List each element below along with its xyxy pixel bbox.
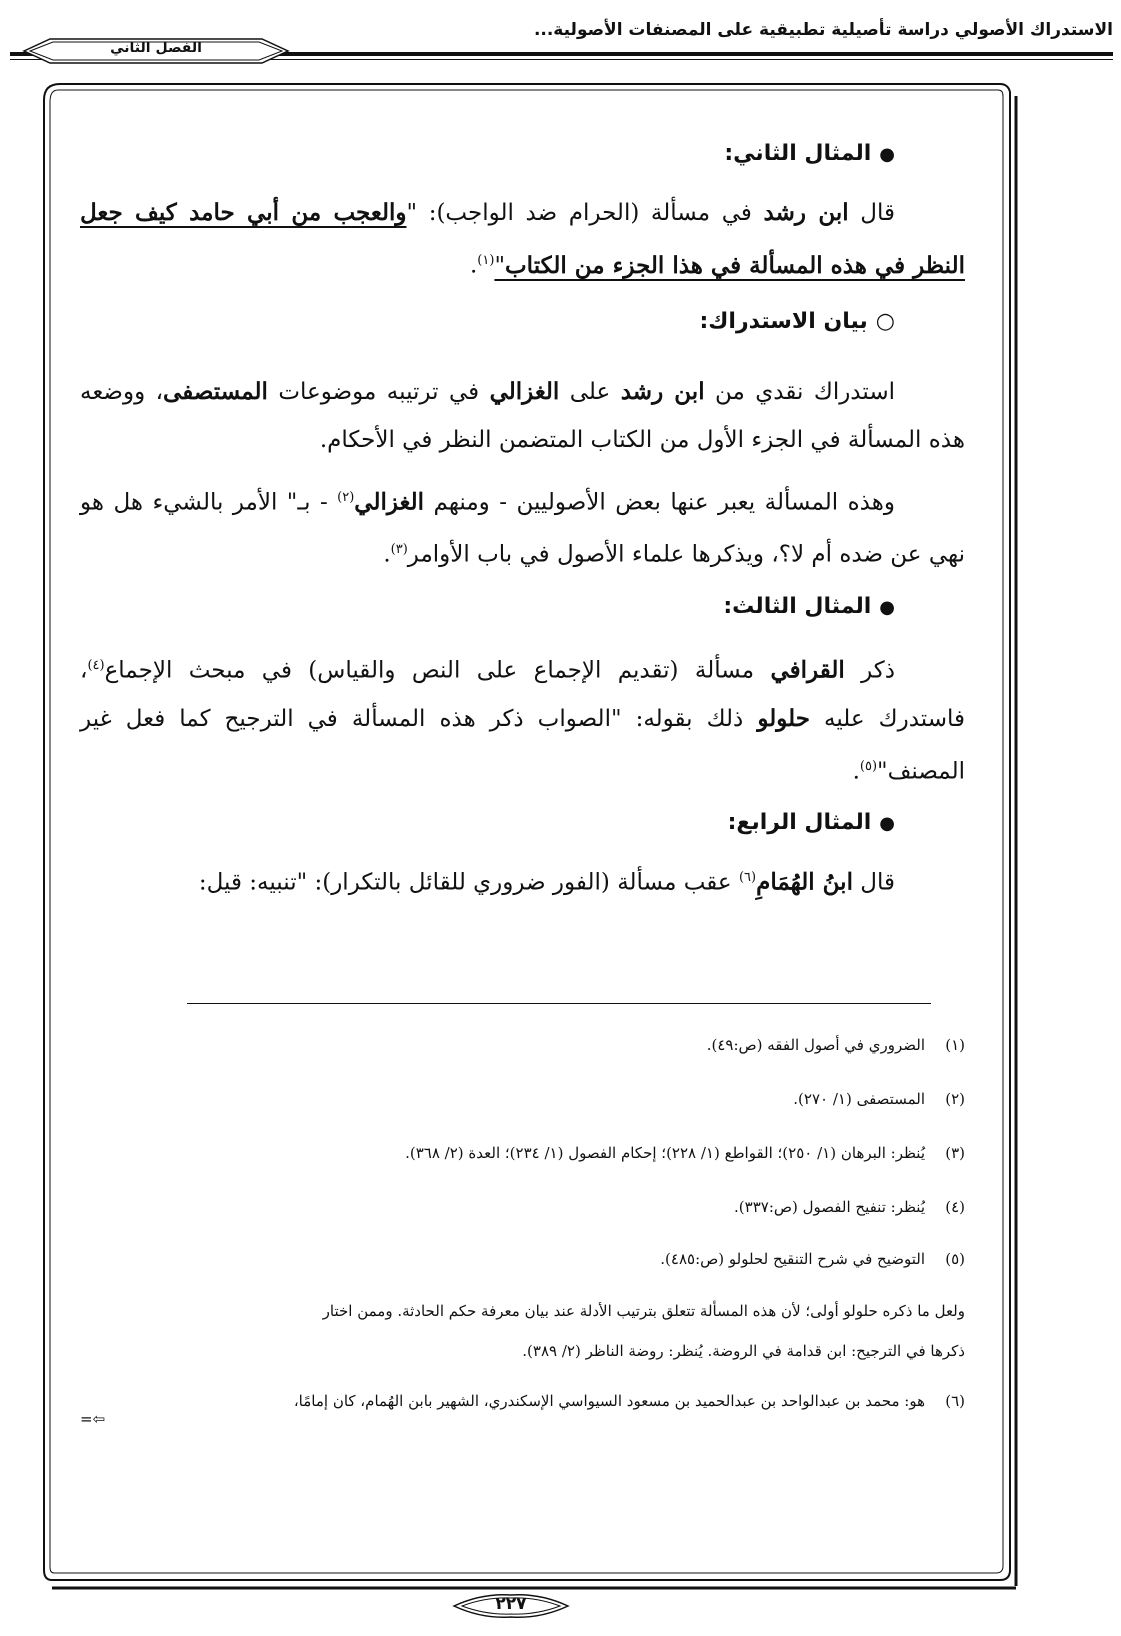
footnote-item: (٦)هو: محمد بن عبدالواحد بن عبدالحميد بن مسعود السيواسي الإسكندري، الشهير بابن الهُمام، كان إمامًا، <box>293 1392 965 1410</box>
bayan-paragraph-1: استدراك نقدي من ابن رشد على الغزالي في ترتيبه موضوعات المستصفى، ووضعه هذه المسألة في الجزء الأول من الكتاب المتضمن النظر في الأحكام. <box>80 377 965 453</box>
bayan-heading: ○بيان الاستدراك: <box>699 308 895 334</box>
footnote-ref: (١) <box>477 253 495 268</box>
bullet-dot-icon: ● <box>879 596 895 618</box>
footnote-ref: (٢) <box>337 489 355 505</box>
page-number: ٢٢٧ <box>495 1594 527 1614</box>
circle-bullet-icon: ○ <box>875 308 895 334</box>
example-3-heading: ●المثال الثالث: <box>723 593 895 619</box>
example-2-heading: ●المثال الثاني: <box>724 141 895 166</box>
footnote-item: (١)الضروري في أصول الفقه (ص:٤٩). <box>706 1036 965 1054</box>
page-number-badge <box>452 1592 570 1620</box>
footnote-ref: (٣) <box>390 542 408 558</box>
footnote-item: (٢)المستصفى (١/ ٢٧٠). <box>793 1090 965 1108</box>
footnote-item: (٣)يُنظر: البرهان (١/ ٢٥٠)؛ القواطع (١/ ٢٢٨)؛ إحكام الفصول (١/ ٢٣٤)؛ العدة (٢/ ٣٦٨). <box>405 1144 965 1162</box>
footnote-continuation: ذكرها في الترجيح: ابن قدامة في الروضة. يُنظر: روضة الناظر (٢/ ٣٨٩). <box>522 1342 965 1360</box>
footnote-ref: (٤) <box>87 657 105 673</box>
main-text <box>80 130 965 907</box>
footnote-ref: (٥) <box>859 758 878 774</box>
footnote-separator <box>187 1003 931 1004</box>
bayan-paragraph-2: وهذه المسألة يعبر عنها بعض الأصوليين - ومنهم الغزالي$^{(٢)}$ - بـ" الأمر بالشيء هل هو نهي عن ضده أم لا؟، ويذكرها علماء الأصول في باب الأوامر$^{(٣)}$. <box>80 488 965 568</box>
example-3-paragraph: ذكر القرافي مسألة (تقديم الإجماع على النص والقياس) في مبحث الإجماع$^{(٤)}$، فاستدرك عليه حلولو ذلك بقوله: "الصواب ذكر هذه المسألة في الترجيح كما فعل غير المصنف"$^{(٥)}$. <box>80 656 965 785</box>
bullet-dot-icon: ● <box>879 144 895 165</box>
example-2-paragraph: قال ابن رشد في مسألة (الحرام ضد الواجب): "والعجب من أبي حامد كيف جعل النظر في هذه المسألة في هذا الجزء من الكتاب"$^{(١)}$. <box>80 199 965 279</box>
quoted-text: والعجب من أبي حامد كيف جعل النظر في هذه المسألة في هذا الجزء من الكتاب <box>80 199 965 279</box>
footnote-item: (٤)يُنظر: تنفيح الفصول (ص:٣٣٧). <box>734 1198 965 1216</box>
footnotes <box>80 1035 965 1495</box>
example-4-heading: ●المثال الرابع: <box>727 810 895 836</box>
footnote-continuation: ولعل ما ذكره حلولو أولى؛ لأن هذه المسألة تتعلق بترتيب الأدلة عند بيان معرفة حكم الحادثة. وممن اختار <box>322 1302 965 1320</box>
chapter-label: الفصل الثاني <box>110 40 202 56</box>
example-4-paragraph: قال ابنُ الهُمَامِ$^{(٦)}$ عقب مسألة (الفور ضروري للقائل بالتكرار): "تنبيه: قيل: <box>198 868 895 896</box>
bullet-dot-icon: ● <box>879 813 895 835</box>
continued-arrow-icon: =⇦ <box>80 1410 106 1428</box>
running-header-title: الاستدراك الأصولي دراسة تأصيلية تطبيقية على المصنفات الأصولية... <box>533 20 1113 40</box>
footnote-ref: (٦) <box>738 870 757 886</box>
footnote-item: (٥)التوضيح في شرح التنقيح لحلولو (ص:٤٨٥). <box>660 1250 965 1268</box>
